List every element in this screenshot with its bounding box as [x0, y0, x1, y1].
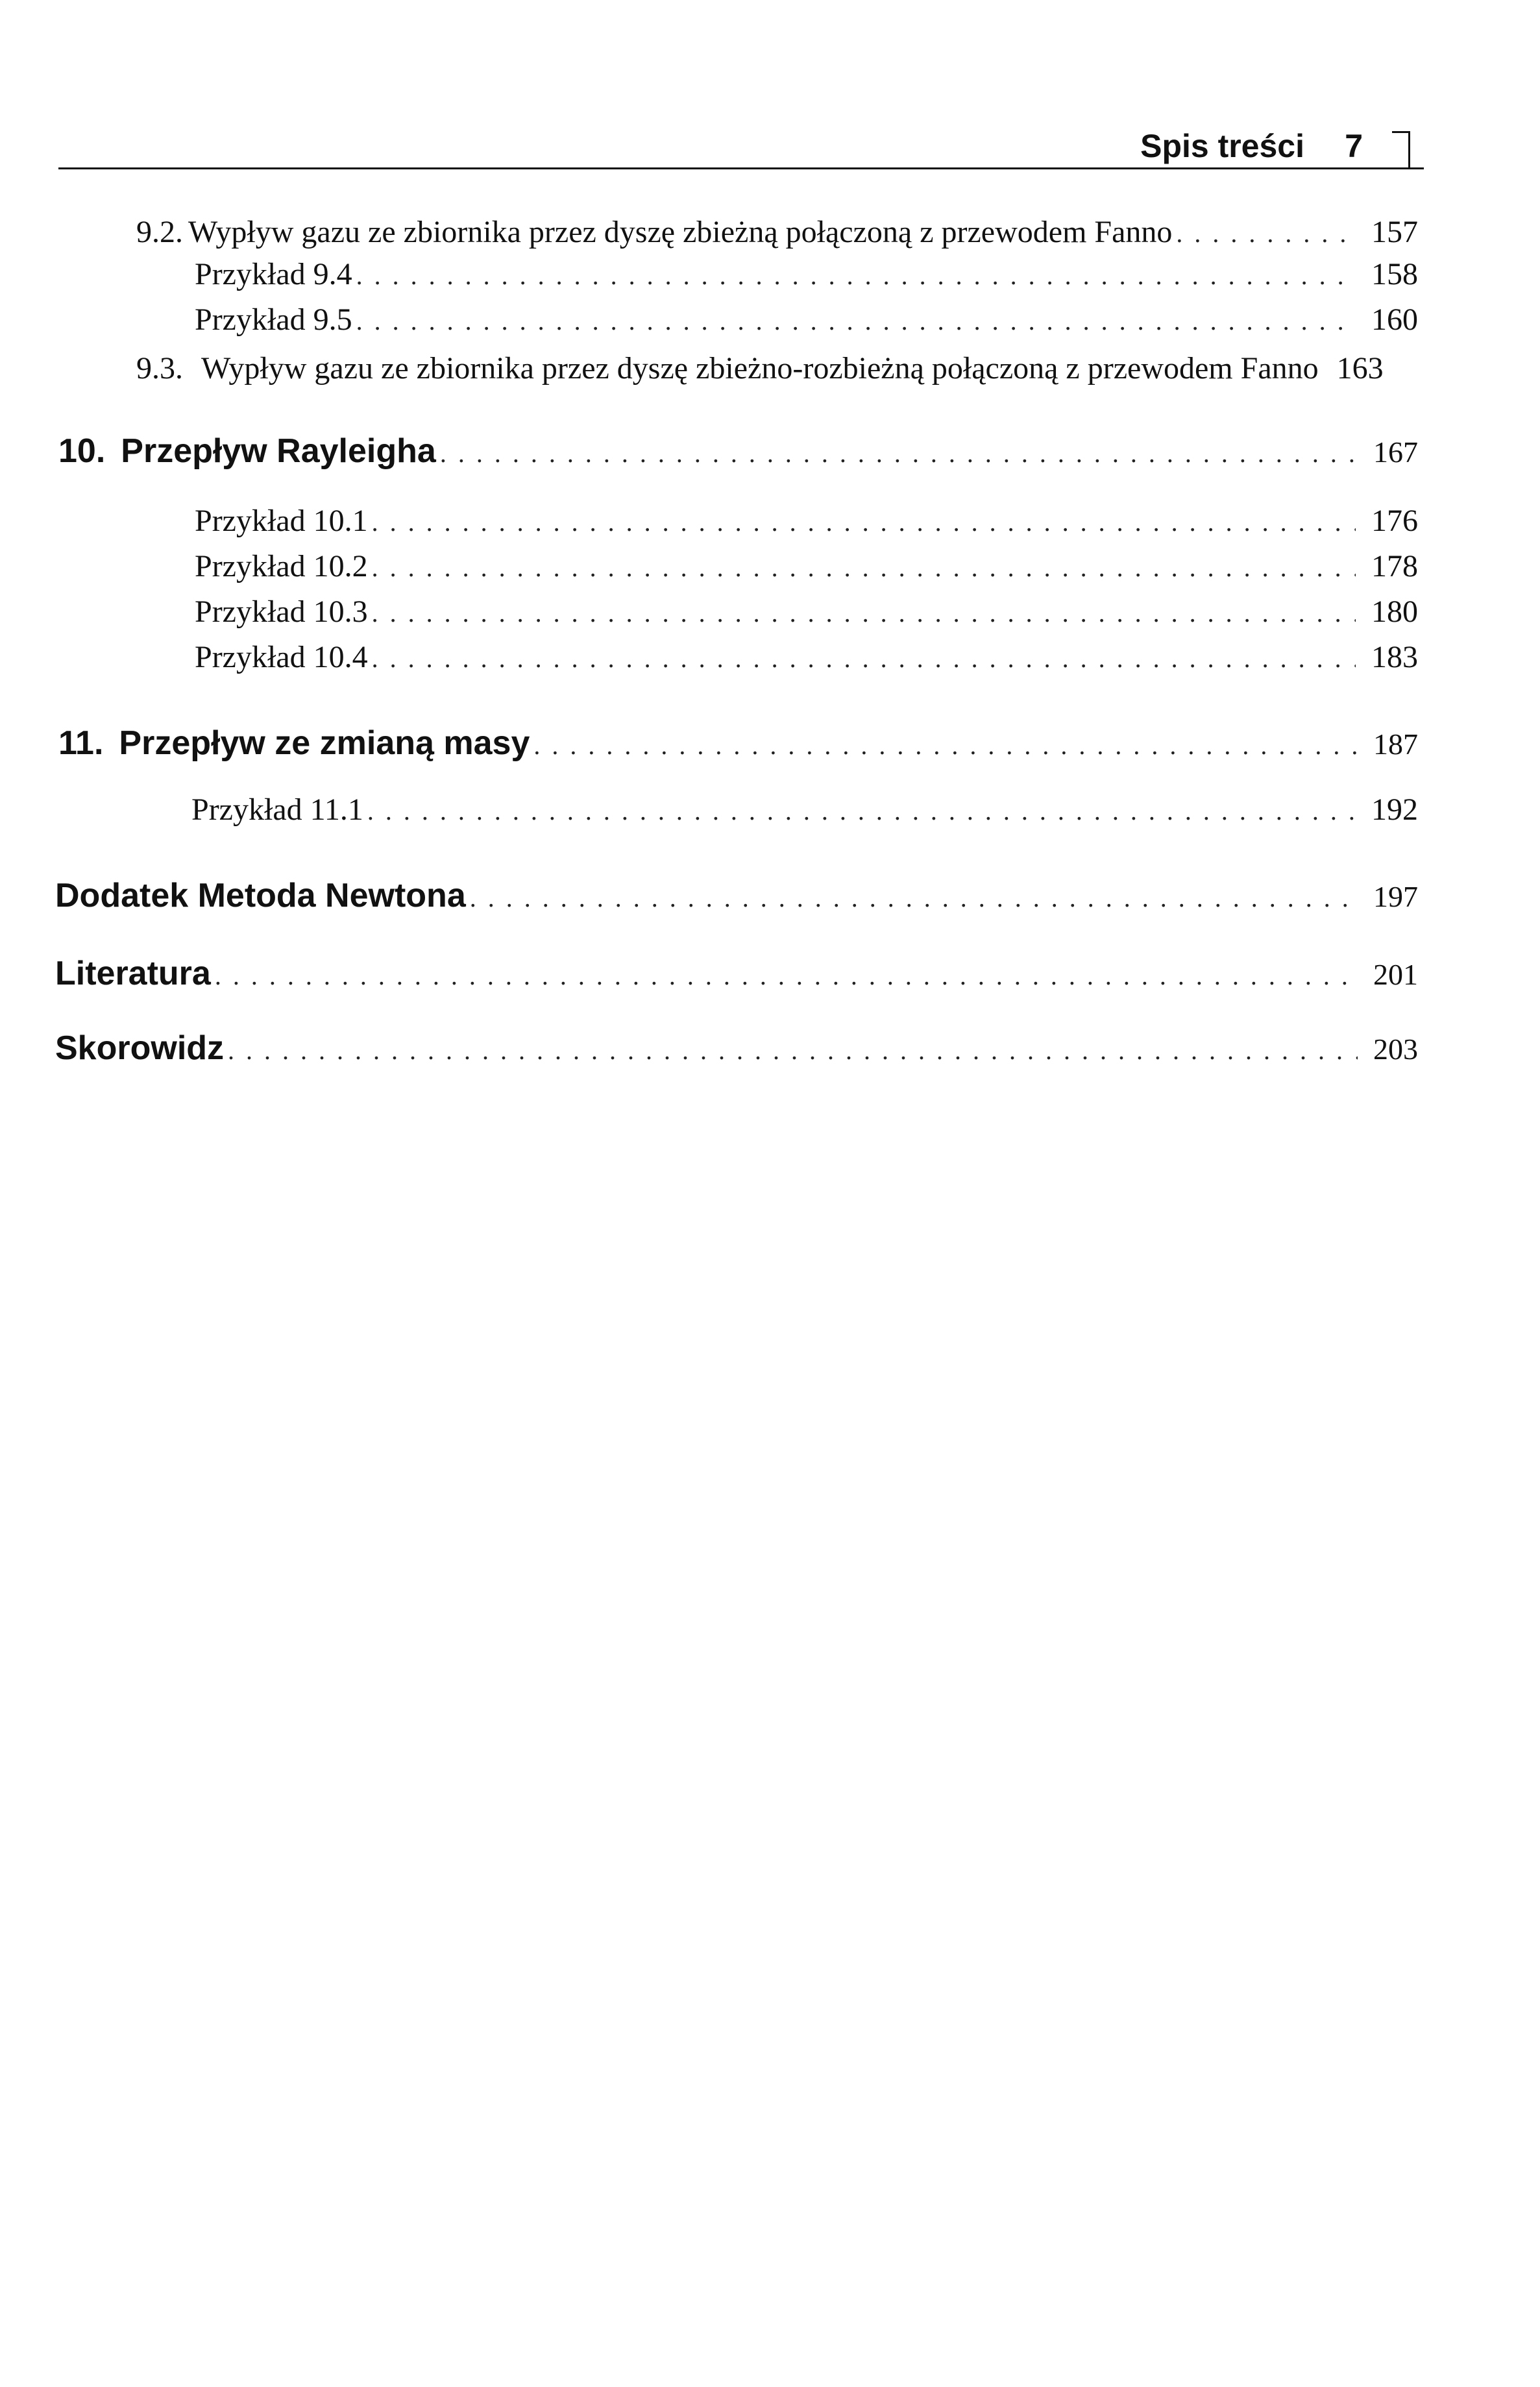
toc-entry-page: 178: [1371, 549, 1418, 583]
header-corner-mark: [1392, 131, 1410, 167]
running-header: [58, 123, 1428, 169]
toc-entry-title: Przykład 11.1: [191, 792, 363, 827]
toc-leader-dots: [470, 883, 1358, 913]
toc-appendix-title: Dodatek Metoda Newtona: [55, 877, 466, 914]
toc-entry-title: Wypływ gazu ze zbiornika przez dyszę zbieżną połączoną z przewodem Fanno: [188, 215, 1173, 249]
toc-index-title: Skorowidz: [55, 1029, 225, 1067]
toc-entry-number: 9.2.: [136, 215, 183, 249]
toc-entry-example-9-5: [195, 302, 1418, 337]
toc-entry-title: Przykład 10.2: [195, 549, 368, 583]
toc-appendix-page: 197: [1373, 880, 1418, 913]
toc-entry-example-10-1: [195, 503, 1418, 539]
header-title: Spis treści: [1140, 128, 1304, 164]
toc-entry-example-10-3: [195, 594, 1418, 630]
toc-leader-dots: [372, 598, 1356, 628]
toc-entry-page: 163: [1336, 351, 1384, 386]
toc-entry-example-11-1: [191, 792, 1418, 827]
toc-chapter-10: [58, 432, 1418, 471]
toc-entry-title: Przykład 9.5: [195, 302, 352, 337]
toc-entry-9-2: [136, 214, 1418, 250]
toc-entry-page: 160: [1371, 302, 1418, 337]
toc-index: [55, 1029, 1418, 1068]
toc-entry-example-10-2: [195, 548, 1418, 584]
toc-entry-page: 158: [1371, 257, 1418, 291]
toc-entry-page: 192: [1371, 792, 1418, 827]
toc-literature: [55, 954, 1418, 993]
toc-entry-title: Przykład 9.4: [195, 257, 352, 291]
toc-entry-title: Wypływ gazu ze zbiornika przez dyszę zbieżno-rozbieżną połączoną z przewodem Fanno: [201, 351, 1319, 386]
toc-appendix: [55, 876, 1418, 915]
toc-leader-dots: [372, 507, 1356, 537]
toc-chapter-11: [58, 724, 1418, 763]
toc-leader-dots: [228, 1035, 1358, 1066]
toc-literature-page: 201: [1373, 958, 1418, 991]
toc-entry-example-9-4: [195, 256, 1418, 292]
toc-leader-dots: [372, 552, 1356, 583]
toc-entry-page: 157: [1371, 215, 1418, 249]
toc-chapter-number: 11.: [58, 724, 104, 762]
toc-chapter-title: Przepływ Rayleigha: [121, 432, 436, 470]
toc-entry-page: 180: [1371, 594, 1418, 629]
toc-leader-dots: [533, 730, 1358, 761]
toc-entry-example-10-4: [195, 639, 1418, 675]
toc-literature-title: Literatura: [55, 955, 211, 992]
toc-entry-title: Przykład 10.1: [195, 504, 368, 538]
header-rule: [58, 167, 1424, 169]
header-page-number: 7: [1345, 128, 1363, 164]
toc-chapter-page: 187: [1373, 728, 1418, 761]
toc-leader-dots: [372, 643, 1356, 674]
toc-entry-title: Przykład 10.3: [195, 594, 368, 629]
toc-entry-title: Przykład 10.4: [195, 640, 368, 674]
toc-chapter-title: Przepływ ze zmianą masy: [119, 724, 530, 762]
toc-leader-dots: [356, 306, 1356, 336]
toc-entry-page: 183: [1371, 640, 1418, 674]
toc-index-page: 203: [1373, 1033, 1418, 1066]
toc-chapter-page: 167: [1373, 435, 1418, 469]
toc-leader-dots: [215, 961, 1358, 991]
toc-entry-page: 176: [1371, 504, 1418, 538]
toc-leader-dots: [356, 260, 1356, 291]
toc-leader-dots: [440, 438, 1358, 469]
toc-entry-number: 9.3.: [136, 351, 183, 386]
toc-leader-dots: [1176, 218, 1356, 249]
toc-chapter-number: 10.: [58, 432, 106, 470]
toc-entry-9-3: [136, 350, 1418, 386]
toc-leader-dots: [367, 796, 1356, 826]
